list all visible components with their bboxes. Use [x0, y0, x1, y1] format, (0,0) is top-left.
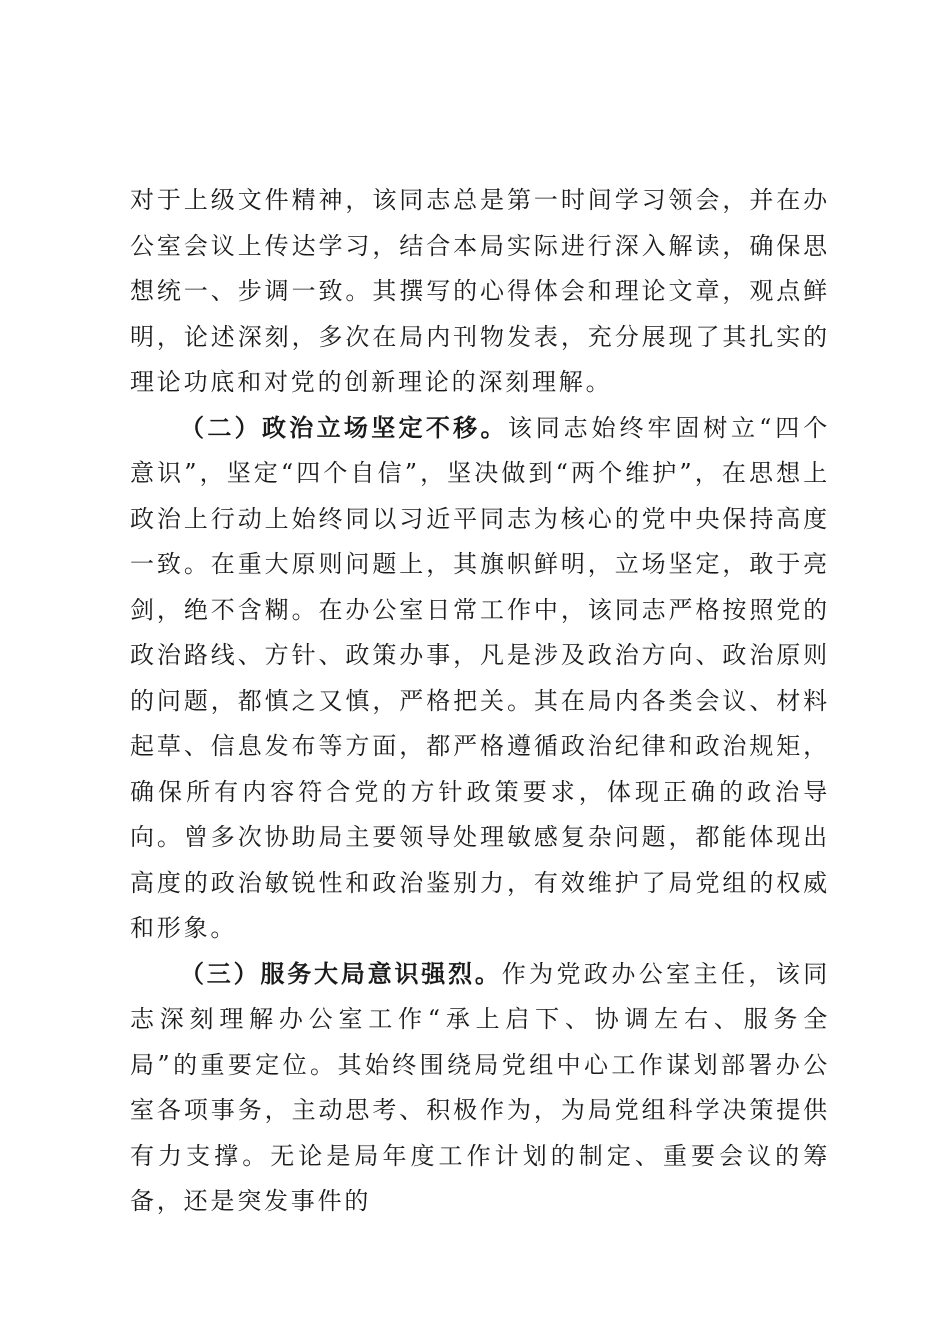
- paragraph-text: 该同志始终牢固树立“四个意识”，坚定“四个自信”，坚决做到“两个维护”，在思想上政治上行动上始终同以习近平同志为核心的党中央保持高度一致。在重大原则问题上，其旗帜鲜明，立场坚定，敢于亮剑，绝不含糊。在办公室日常工作中，该同志严格按照党的政治路线、方针、政策办事，凡是涉及政治方向、政治原则的问题，都慎之又慎，严格把关。其在局内各类会议、材料起草、信息发布等方面，都严格遵循政治纪律和政治规矩，确保所有内容符合党的方针政策要求，体现正确的政治导向。曾多次协助局主要领导处理敏感复杂问题，都能体现出高度的政治敏锐性和政治鉴别力，有效维护了局党组的权威和形象。: [130, 413, 830, 942]
- paragraph-service-awareness: [130, 952, 830, 1225]
- section-heading: （三）服务大局意识强烈。: [180, 959, 502, 988]
- document-body: [130, 178, 830, 1225]
- paragraph-text: 对于上级文件精神，该同志总是第一时间学习领会，并在办公室会议上传达学习，结合本局实际进行深入解读，确保思想统一、步调一致。其撰写的心得体会和理论文章，观点鲜明，论述深刻，多次在局内刊物发表，充分展现了其扎实的理论功底和对党的创新理论的深刻理解。: [130, 186, 830, 396]
- paragraph-political-stance: [130, 406, 830, 952]
- section-heading: （二）政治立场坚定不移。: [180, 413, 508, 442]
- paragraph-text: 作为党政办公室主任，该同志深刻理解办公室工作“承上启下、协调左右、服务全局”的重要定位。其始终围绕局党组中心工作谋划部署办公室各项事务，主动思考、积极作为，为局党组科学决策提供有力支撑。无论是局年度工作计划的制定、重要会议的筹备，还是突发事件的: [130, 959, 830, 1215]
- paragraph-continuation: [130, 178, 830, 406]
